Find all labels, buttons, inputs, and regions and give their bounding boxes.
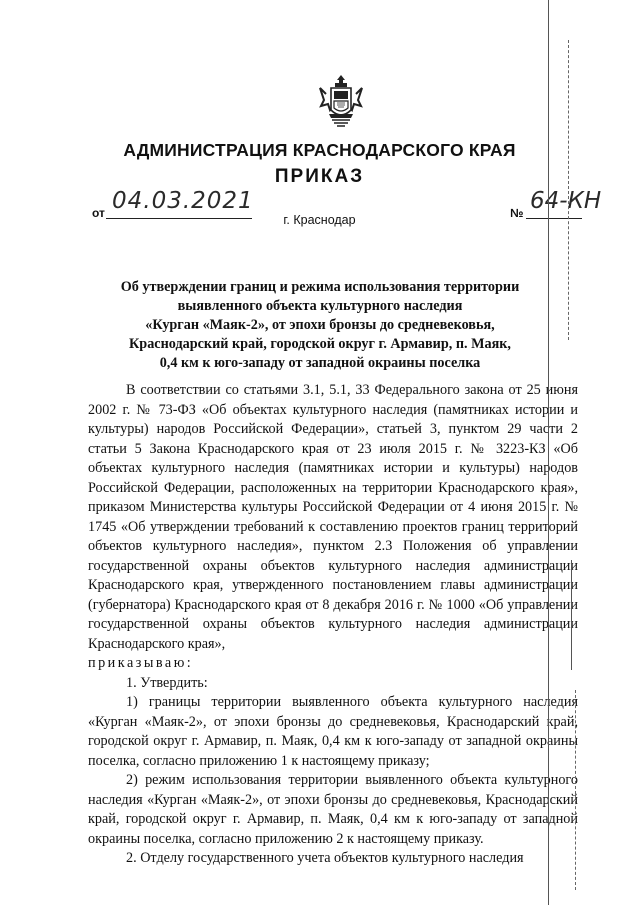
preamble-paragraph: В соответствии со статьями 3.1, 5.1, 33 Федерального закона от 25 июня 2002 г. № 73-ФЗ «Об объектах культурного наследия (памятниках истории и культуры) народов Российской Федерации», статьей 3, пунктом 29 части 2 статьи 5 Закона Краснодарского края от 23 июля 2015 г. № 3223-КЗ «Об объектах культурного наследия (памятниках истории и культуры) народов Российской Федерации, расположенных на территории Краснодарского края», приказом Министерства культуры Российской Федерации от 4 июня 2015 г. № 1745 «Об утверждении требований к составлению проектов границ территорий объектов культурного наследия», пунктом 2.3 Положения об управлении государственной охраны объектов культурного наследия администрации Краснодарского края, утвержденного постановлением главы администрации (губернатора) Краснодарского края от 8 декабря 2016 г. № 1000 «Об управлении государственной охраны объектов культурного наследия администрации Краснодарского края»,: [88, 382, 578, 652]
title-line: Краснодарский край, городской округ г. Армавир, п. Маяк,: [129, 336, 511, 352]
scan-edge-line: [548, 0, 549, 905]
coat-of-arms-emblem: [318, 74, 364, 130]
document-title: [110, 278, 530, 373]
item-1-subitem-2: 2) режим использования территории выявленного объекта культурного наследия «Курган «Маяк-2», от эпохи бронзы до средневековья, Краснодарский край, городской округ г. Армавир, п. Маяк, 0,4 км к юго-западу от западной окраины поселка, согласно приложению 2 к настоящему приказу.: [88, 772, 578, 847]
title-line: выявленного объекта культурного наследия: [177, 298, 463, 314]
title-line: 0,4 км к юго-западу от западной окраины поселка: [159, 355, 481, 371]
handwritten-number: 64-КН: [530, 188, 602, 214]
item-2: 2. Отделу государственного учета объектов культурного наследия: [126, 850, 524, 866]
number-prefix: №: [510, 206, 524, 220]
item-1: 1. Утвердить:: [126, 674, 208, 691]
title-line: «Курган «Маяк-2», от эпохи бронзы до средневековья,: [145, 317, 495, 333]
order-word: приказываю:: [88, 655, 194, 671]
document-type: ПРИКАЗ: [274, 166, 365, 187]
scan-edge-line: [568, 40, 569, 340]
organization-name: АДМИНИСТРАЦИЯ КРАСНОДАРСКОГО КРАЯ: [123, 140, 516, 160]
scan-edge-line: [571, 560, 572, 670]
item-1-subitem-1: 1) границы территории выявленного объекта культурного наследия «Курган «Маяк-2», от эпохи бронзы до средневековья, Краснодарский край, городской округ г. Армавир, п. Маяк, 0,4 км к юго-западу от западной окраины поселка, согласно приложению 1 к настоящему приказу;: [88, 694, 578, 769]
scan-edge-line: [575, 690, 576, 890]
date-prefix: от: [92, 206, 105, 220]
document-body: [88, 381, 578, 869]
city-name: г. Краснодар: [283, 213, 356, 227]
handwritten-date: 04.03.2021: [112, 188, 254, 214]
title-line: Об утверждении границ и режима использования территории: [120, 279, 520, 295]
